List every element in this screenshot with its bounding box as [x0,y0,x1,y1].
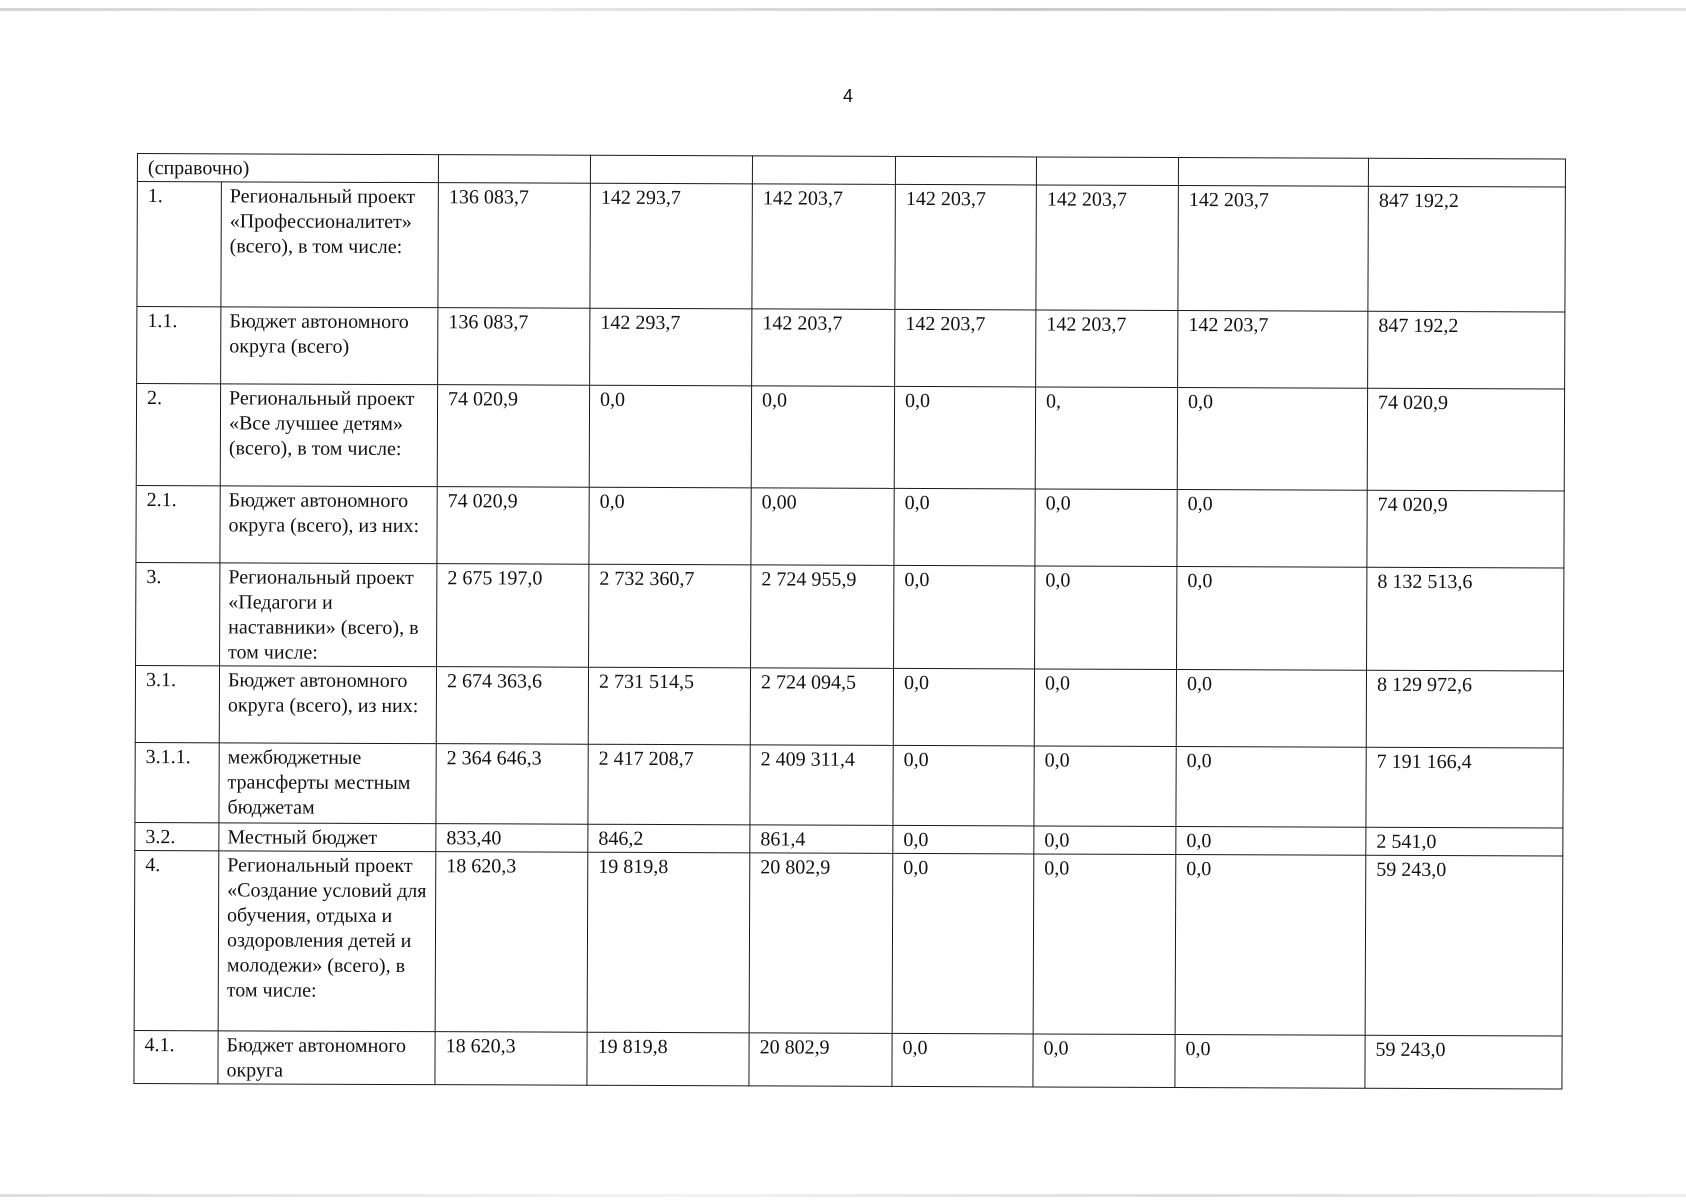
value-cell: 142 293,7 [590,308,752,386]
value-cell: 2 541,0 [1366,827,1563,856]
value-cell: 2 364 646,3 [436,744,588,825]
scan-edge-top [0,8,1686,11]
value-cell: 0,0 [892,853,1034,1034]
value-cell: 2 724 955,9 [751,565,894,669]
value-cell: 0,0 [894,488,1035,566]
value-cell: 142 203,7 [752,309,895,387]
row-name-cell: межбюджетные трансферты местным бюджетам [219,743,436,824]
value-cell: 0,0 [1035,489,1177,567]
row-name-cell: Бюджет автономного округа (всего) [221,307,438,385]
row-name-cell: Бюджет автономного округа (всего), из них: [219,666,436,744]
value-cell: 2 417 208,7 [588,744,750,825]
value-cell: 19 819,8 [587,1032,749,1086]
value-cell: 0,0 [893,668,1034,746]
value-cell: 0,0 [1176,826,1366,855]
value-cell [895,156,1036,185]
row-name-cell: Региональный проект «Педагоги и наставники» (всего), в том числе: [220,563,437,667]
value-cell: 0,0 [1035,566,1177,670]
scan-edge-bottom [0,1194,1686,1197]
table-row [137,307,1565,389]
value-cell: 0,0 [589,385,751,488]
row-number-cell: 1. [137,182,221,307]
row-name-cell: Бюджет автономного округа (всего), из них: [220,486,437,564]
value-cell: 59 243,0 [1365,855,1563,1036]
value-cell: 142 203,7 [752,184,895,310]
value-cell: 847 192,2 [1368,311,1565,389]
value-cell: 2 674 363,6 [436,667,588,745]
row-name-cell: Региональный проект «Создание условий для обучения, отдыха и оздоровления детей и молодежи» (всего), в том числе: [218,851,436,1032]
value-cell: 0,0 [1033,1034,1175,1088]
value-cell: 0,0 [893,825,1034,854]
value-cell [590,155,752,184]
value-cell: 0,0 [1033,854,1176,1035]
value-cell: 59 243,0 [1365,1035,1562,1089]
value-cell: 833,40 [436,824,588,853]
value-cell: 0,0 [1034,669,1176,747]
value-cell: 8 129 972,6 [1366,670,1563,748]
value-cell: 0, [1035,387,1177,490]
value-cell [438,155,590,184]
value-cell: 8 132 513,6 [1367,567,1564,671]
row-name-cell: Региональный проект «Все лучшее детям» (всего), в том числе: [220,384,437,487]
row-number-cell: 2. [136,384,220,486]
row-number-cell: 3.1. [135,665,219,742]
value-cell: 2 675 197,0 [437,564,589,668]
value-cell: 142 203,7 [1178,185,1368,311]
value-cell: 2 731 514,5 [588,667,750,745]
value-cell: 861,4 [750,825,893,854]
table-row [134,1030,1562,1088]
row-name-cell: Местный бюджет [219,823,436,852]
row-number-cell: 3.1.1. [135,742,219,822]
value-cell: 0,0 [894,565,1035,669]
value-cell: 74 020,9 [437,487,589,565]
value-cell: 0,0 [751,386,894,489]
row-number-cell: 4.1. [134,1030,218,1083]
value-cell: 18 620,3 [435,1032,587,1086]
row-number-cell: 2.1. [136,485,220,562]
table-row [135,665,1563,747]
value-cell [752,156,895,185]
value-cell: 142 203,7 [1036,185,1178,311]
value-cell: 142 203,7 [1036,310,1178,388]
value-cell: 0,0 [1175,854,1366,1035]
reference-note-cell: (справочно) [137,154,438,183]
value-cell: 20 802,9 [749,1033,892,1087]
value-cell: 2 409 311,4 [750,745,893,826]
value-cell: 0,00 [751,488,894,566]
row-name-cell: Бюджет автономного округа [218,1031,435,1085]
budget-table [133,153,1566,1089]
row-number-cell: 3.2. [135,822,219,850]
table-row [136,384,1564,491]
value-cell: 0,0 [892,1033,1033,1087]
value-cell: 74 020,9 [1367,388,1564,491]
value-cell: 0,0 [1034,746,1176,827]
value-cell [1368,158,1565,187]
row-name-cell: Региональный проект «Профессионалитет» (всего), в том числе: [221,182,438,308]
row-number-cell: 1.1. [137,307,221,384]
value-cell: 2 732 360,7 [589,564,751,668]
value-cell: 0,0 [1177,387,1367,490]
table-row [137,182,1565,312]
value-cell: 0,0 [1175,1034,1365,1088]
value-cell: 0,0 [1176,746,1366,827]
value-cell [1036,157,1178,186]
value-cell: 847 192,2 [1368,186,1565,312]
page-number: 4 [843,86,854,106]
row-number-cell: 4. [134,850,219,1030]
value-cell: 846,2 [588,824,750,853]
table-row [135,742,1563,827]
table-row [136,485,1564,567]
value-cell: 142 293,7 [590,183,752,309]
value-cell: 136 083,7 [438,183,590,309]
value-cell: 0,0 [1177,489,1367,567]
value-cell [1178,157,1368,186]
value-cell: 0,0 [893,745,1034,826]
table-row [136,562,1564,670]
value-cell: 7 191 166,4 [1366,747,1563,828]
value-cell: 0,0 [1176,669,1366,747]
value-cell: 0,0 [1177,566,1367,670]
value-cell: 142 203,7 [1178,310,1368,388]
value-cell: 0,0 [1034,826,1176,855]
value-cell: 74 020,9 [1367,490,1564,568]
value-cell: 0,0 [894,386,1035,489]
row-number-cell: 3. [136,562,220,665]
value-cell: 142 203,7 [895,184,1036,310]
table-body [134,154,1566,1089]
value-cell: 74 020,9 [437,385,589,488]
value-cell: 18 620,3 [435,852,588,1033]
value-cell: 19 819,8 [587,852,750,1033]
value-cell: 142 203,7 [895,309,1036,387]
value-cell: 136 083,7 [438,308,590,386]
value-cell: 0,0 [589,487,751,565]
value-cell: 2 724 094,5 [750,668,893,746]
table-row [134,850,1563,1035]
value-cell: 20 802,9 [749,853,893,1034]
